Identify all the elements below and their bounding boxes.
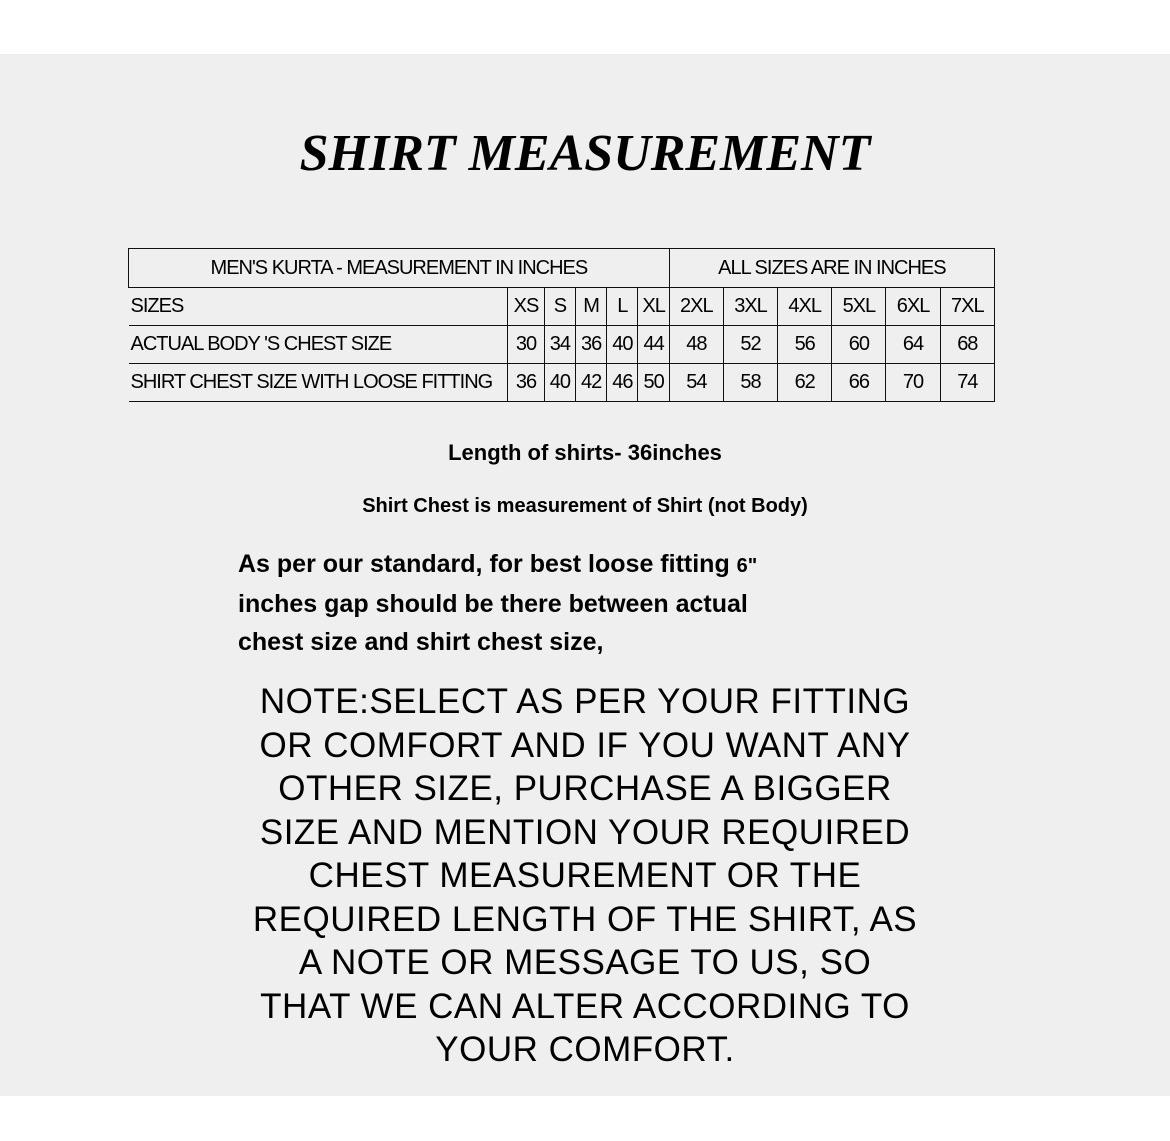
table-cell: 50 [638,364,669,402]
standard-fit-text [238,545,938,661]
standard-line-1: As per our standard, for best loose fitting [238,550,730,578]
note-line: YOUR COMFORT. [435,1030,735,1069]
note-line: THAT WE CAN ALTER ACCORDING TO [260,986,910,1026]
row-label: ACTUAL BODY 'S CHEST SIZE [129,326,508,364]
table-cell: 66 [832,364,886,402]
table-cell: 5XL [832,288,886,326]
table-cell: 2XL [669,288,723,326]
table-header-right: ALL SIZES ARE IN INCHES [669,249,994,288]
row-label: SHIRT CHEST SIZE WITH LOOSE FITTING [129,364,508,402]
table-cell: 44 [638,326,669,364]
table-cell: XS [508,288,544,326]
shirt-length-value: 36inches [627,440,722,465]
table-cell: 4XL [778,288,832,326]
note-line: A NOTE OR MESSAGE TO US, SO [298,943,872,982]
table-cell: 54 [669,364,723,402]
table-row [129,326,995,364]
table-cell: 40 [607,326,638,364]
table-row [129,364,995,402]
table-cell: 36 [575,326,606,364]
table-cell: 3XL [723,288,777,326]
fitting-note [200,680,970,1072]
note-line: REQUIRED LENGTH OF THE SHIRT, AS [252,899,918,939]
page-title: SHIRT MEASUREMENT [299,125,871,182]
table-cell: 48 [669,326,723,364]
table-cell: 46 [607,364,638,402]
table-cell: 60 [832,326,886,364]
note-line: NOTE:SELECT AS PER YOUR FITTING [259,682,911,721]
table-cell: 52 [723,326,777,364]
table-row [129,288,995,326]
standard-line-3: chest size and shirt chest size, [238,628,604,656]
gap-value: 6" [736,555,758,577]
table-cell: M [575,288,606,326]
shirt-length [0,440,1170,466]
table-header-left: MEN'S KURTA - MEASUREMENT IN INCHES [129,249,670,288]
note-line: CHEST MEASUREMENT OR THE [308,856,862,895]
table-cell: 58 [723,364,777,402]
note-line: OTHER SIZE, PURCHASE A BIGGER [278,769,892,808]
table-cell: 34 [544,326,575,364]
table-cell: L [607,288,638,326]
row-label: SIZES [129,288,508,326]
table-cell: XL [638,288,669,326]
chest-note: Shirt Chest is measurement of Shirt (not Body) [362,495,808,517]
table-cell: 36 [508,364,544,402]
table-cell: S [544,288,575,326]
note-line: SIZE AND MENTION YOUR REQUIRED [259,812,911,852]
standard-line-2: inches gap should be there between actual [238,590,748,618]
standard-line [238,545,938,585]
note-line: OR COMFORT AND IF YOU WANT ANY [259,725,911,765]
table-header-row [129,249,995,288]
table-cell: 68 [940,326,994,364]
size-chart-table [128,248,995,402]
table-cell: 7XL [940,288,994,326]
table-cell: 40 [544,364,575,402]
table-cell: 30 [508,326,544,364]
table-cell: 56 [778,326,832,364]
table-cell: 74 [940,364,994,402]
table-cell: 62 [778,364,832,402]
shirt-length-label: Length of shirts- [448,440,622,465]
table-cell: 70 [886,364,940,402]
table-cell: 6XL [886,288,940,326]
table-cell: 64 [886,326,940,364]
table-cell: 42 [575,364,606,402]
